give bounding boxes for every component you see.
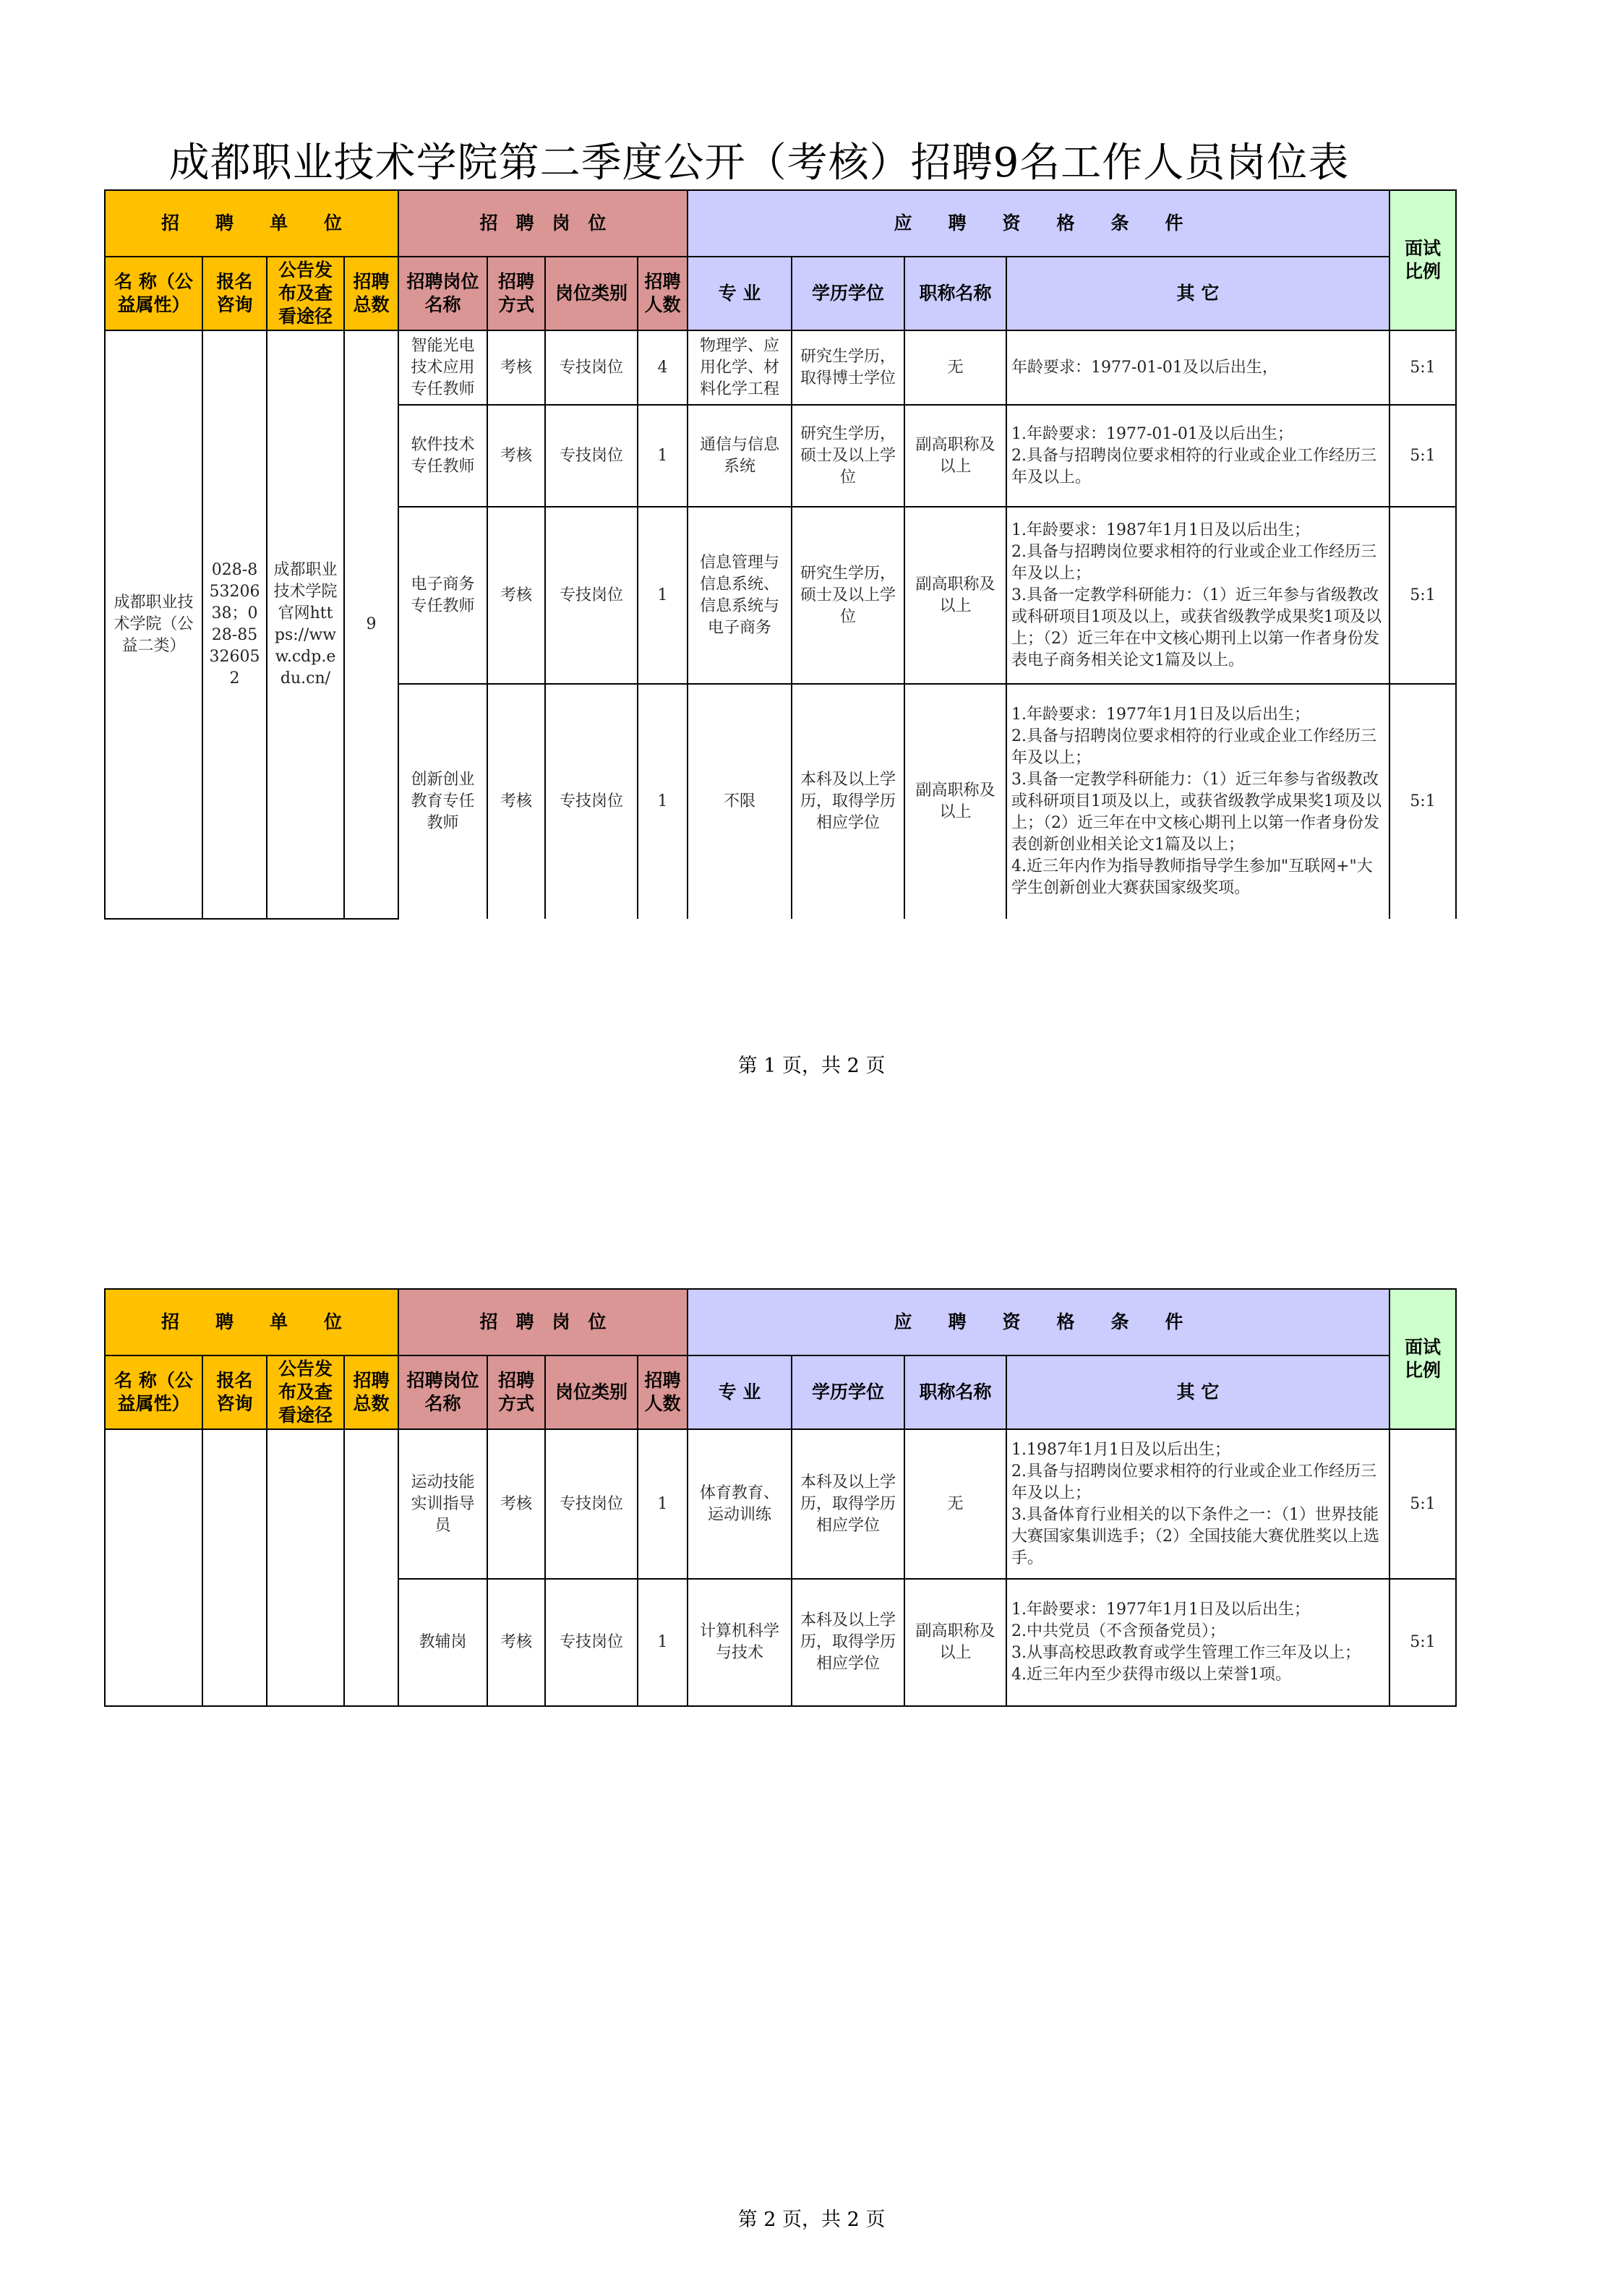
ratio-cell: 5:1: [1389, 507, 1456, 684]
count-cell: 1: [638, 507, 688, 684]
unit-name-cell: 成都职业技术学院（公益二类）: [105, 330, 202, 919]
count-cell: 1: [638, 1579, 688, 1706]
method-cell: 考核: [487, 405, 545, 507]
post-type-cell: 专技岗位: [545, 330, 638, 405]
other-line: 3.具备一定教学科研能力：（1）近三年参与省级教改或科研项目1项及以上，或获省级教学成果奖1项及以上；（2）近三年在中文核心期刊上以第一作者身份发表创新创业相关论文1篇及以上；: [1011, 771, 1382, 854]
col-header-total: 招聘总数: [344, 1355, 398, 1429]
other-line: 2.具备与招聘岗位要求相符的行业或企业工作经历三年及以上；: [1011, 542, 1376, 583]
title-cell: 无: [904, 1429, 1006, 1579]
other-cell: [1006, 684, 1389, 919]
col-header-post-name: 招聘岗位名称: [398, 1355, 487, 1429]
title-cell: 无: [904, 330, 1006, 405]
post-name-cell: 教辅岗: [398, 1579, 487, 1706]
col-header-other: 其 它: [1006, 1355, 1389, 1429]
ratio-cell: 5:1: [1389, 330, 1456, 405]
header-interview-ratio: 面试比例: [1389, 1289, 1456, 1429]
degree-cell: 研究生学历，取得博士学位: [792, 330, 904, 405]
post-type-cell: 专技岗位: [545, 507, 638, 684]
title-cell: 副高职称及以上: [904, 405, 1006, 507]
unit-consult-cell: 028-85320638；028-85326052: [202, 330, 267, 919]
count-cell: 1: [638, 684, 688, 919]
other-cell: [1006, 405, 1389, 507]
group-header-unit: 招 聘 单 位: [105, 1289, 398, 1355]
major-cell: 通信与信息系统: [688, 405, 792, 507]
col-header-degree: 学历学位: [792, 257, 904, 330]
col-header-unit-name: 名 称（公益属性）: [105, 257, 202, 330]
page-footer-1: 第 1 页，共 2 页: [737, 1055, 886, 1077]
other-cell: [1006, 1429, 1389, 1579]
col-header-degree: 学历学位: [792, 1355, 904, 1429]
method-cell: 考核: [487, 507, 545, 684]
col-header-method: 招聘方式: [487, 257, 545, 330]
other-line: 3.具备一定教学科研能力：（1）近三年参与省级教改或科研项目1项及以上，或获省级教学成果奖1项及以上；（2）近三年在中文核心期刊上以第一作者身份发表电子商务相关论文1篇及以上。: [1011, 586, 1382, 669]
post-type-cell: 专技岗位: [545, 684, 638, 919]
col-header-title: 职称名称: [904, 257, 1006, 330]
other-line: 2.具备与招聘岗位要求相符的行业或企业工作经历三年及以上；: [1011, 1462, 1376, 1502]
degree-cell: 研究生学历，硕士及以上学位: [792, 507, 904, 684]
post-type-cell: 专技岗位: [545, 405, 638, 507]
post-type-cell: 专技岗位: [545, 1429, 638, 1579]
method-cell: 考核: [487, 1579, 545, 1706]
other-line: 1.1987年1月1日及以后出生；: [1011, 1440, 1230, 1459]
count-cell: 1: [638, 1429, 688, 1579]
count-cell: 4: [638, 330, 688, 405]
other-cell: [1006, 1579, 1389, 1706]
col-header-major: 专 业: [688, 257, 792, 330]
unit-announce-cell-empty: [267, 1429, 344, 1706]
page-title: 成都职业技术学院第二季度公开（考核）招聘9名工作人员岗位表: [168, 140, 1350, 187]
major-cell: 计算机科学与技术: [688, 1579, 792, 1706]
col-header-post-type: 岗位类别: [545, 257, 638, 330]
recruitment-table-page1: [104, 189, 1457, 920]
major-cell: 体育教育、运动训练: [688, 1429, 792, 1579]
page-footer-2: 第 2 页，共 2 页: [737, 2209, 886, 2231]
col-header-consult: 报名咨询: [202, 1355, 267, 1429]
other-line: 2.中共党员（不含预备党员）；: [1011, 1622, 1225, 1640]
col-header-consult: 报名咨询: [202, 257, 267, 330]
other-line: 年龄要求：1977-01-01及以后出生，: [1011, 358, 1278, 377]
col-header-post-type: 岗位类别: [545, 1355, 638, 1429]
other-line: 1.年龄要求：1977年1月1日及以后出生；: [1011, 1601, 1310, 1619]
unit-total-cell-empty: [344, 1429, 398, 1706]
post-name-cell: 软件技术专任教师: [398, 405, 487, 507]
group-header-unit: 招 聘 单 位: [105, 190, 398, 257]
unit-name-cell-empty: [105, 1429, 202, 1706]
ratio-cell: 5:1: [1389, 684, 1456, 919]
header-interview-ratio: 面试比例: [1389, 190, 1456, 330]
unit-total-cell: 9: [344, 330, 398, 919]
other-line: 1.年龄要求：1977-01-01及以后出生；: [1011, 424, 1293, 443]
recruitment-table-page2: [104, 1288, 1457, 1707]
degree-cell: 本科及以上学历，取得学历相应学位: [792, 1429, 904, 1579]
unit-consult-cell-empty: [202, 1429, 267, 1706]
post-name-cell: 创新创业教育专任教师: [398, 684, 487, 919]
ratio-cell: 5:1: [1389, 405, 1456, 507]
col-header-title: 职称名称: [904, 1355, 1006, 1429]
other-line: 1.年龄要求：1987年1月1日及以后出生；: [1011, 521, 1310, 539]
unit-announce-cell: 成都职业技术学院官网https://www.cdp.edu.cn/: [267, 330, 344, 919]
title-cell: 副高职称及以上: [904, 1579, 1006, 1706]
post-name-cell: 电子商务专任教师: [398, 507, 487, 684]
group-header-requirements: 应 聘 资 格 条 件: [688, 190, 1389, 257]
other-cell: [1006, 330, 1389, 405]
other-cell: [1006, 507, 1389, 684]
major-cell: 信息管理与信息系统、信息系统与电子商务: [688, 507, 792, 684]
col-header-post-name: 招聘岗位名称: [398, 257, 487, 330]
major-cell: 不限: [688, 684, 792, 919]
degree-cell: 本科及以上学历，取得学历相应学位: [792, 684, 904, 919]
group-header-requirements: 应 聘 资 格 条 件: [688, 1289, 1389, 1355]
other-line: 1.年龄要求：1977年1月1日及以后出生；: [1011, 706, 1310, 724]
table-row: [105, 330, 1456, 405]
col-header-total: 招聘总数: [344, 257, 398, 330]
title-cell: 副高职称及以上: [904, 507, 1006, 684]
post-name-cell: 运动技能实训指导员: [398, 1429, 487, 1579]
method-cell: 考核: [487, 330, 545, 405]
col-header-announce: 公告发布及查看途径: [267, 257, 344, 330]
degree-cell: 研究生学历，硕士及以上学位: [792, 405, 904, 507]
other-line: 2.具备与招聘岗位要求相符的行业或企业工作经历三年及以上。: [1011, 446, 1376, 487]
table-row: [105, 1429, 1456, 1579]
title-cell: 副高职称及以上: [904, 684, 1006, 919]
post-name-cell: 智能光电技术应用专任教师: [398, 330, 487, 405]
major-cell: 物理学、应用化学、材料化学工程: [688, 330, 792, 405]
col-header-count: 招聘人数: [638, 257, 688, 330]
col-header-method: 招聘方式: [487, 1355, 545, 1429]
other-line: 3.具备体育行业相关的以下条件之一：（1）世界技能大赛国家集训选手；（2）全国技能大赛优胜奖以上选手。: [1011, 1505, 1379, 1567]
group-header-position: 招 聘 岗 位: [398, 1289, 688, 1355]
other-line: 2.具备与招聘岗位要求相符的行业或企业工作经历三年及以上；: [1011, 727, 1376, 767]
col-header-major: 专 业: [688, 1355, 792, 1429]
count-cell: 1: [638, 405, 688, 507]
method-cell: 考核: [487, 1429, 545, 1579]
degree-cell: 本科及以上学历，取得学历相应学位: [792, 1579, 904, 1706]
other-line: 4.近三年内作为指导教师指导学生参加"互联网+"大学生创新创业大赛获国家级奖项。: [1011, 857, 1373, 897]
col-header-unit-name: 名 称（公益属性）: [105, 1355, 202, 1429]
col-header-count: 招聘人数: [638, 1355, 688, 1429]
col-header-announce: 公告发布及查看途径: [267, 1355, 344, 1429]
group-header-position: 招 聘 岗 位: [398, 190, 688, 257]
method-cell: 考核: [487, 684, 545, 919]
col-header-other: 其 它: [1006, 257, 1389, 330]
ratio-cell: 5:1: [1389, 1429, 1456, 1579]
ratio-cell: 5:1: [1389, 1579, 1456, 1706]
other-line: 4.近三年内至少获得市级以上荣誉1项。: [1011, 1666, 1291, 1684]
post-type-cell: 专技岗位: [545, 1579, 638, 1706]
other-line: 3.从事高校思政教育或学生管理工作三年及以上；: [1011, 1644, 1361, 1662]
